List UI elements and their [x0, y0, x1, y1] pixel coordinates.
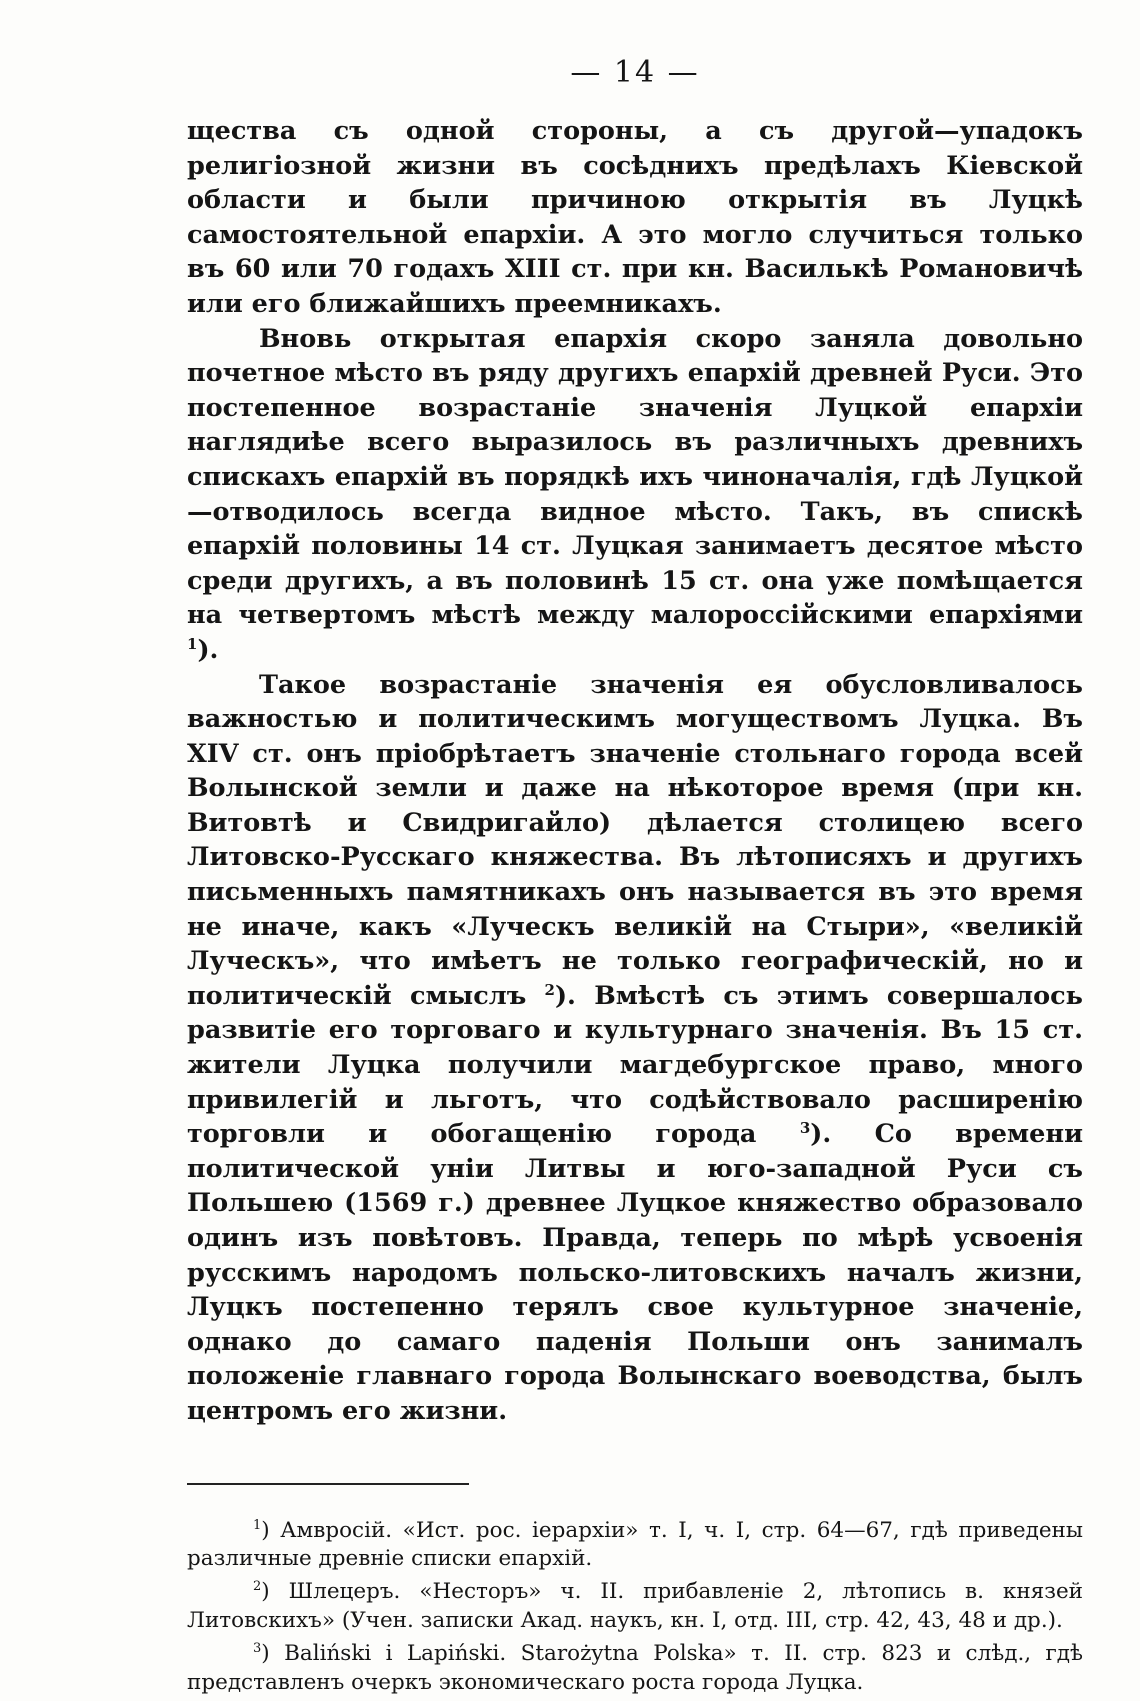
footnote-3	[187, 1640, 1083, 1698]
footnotes	[187, 1517, 1083, 1698]
footnote-mark-2: 2	[253, 1579, 262, 1595]
footnote-mark-3: 3	[253, 1640, 262, 1656]
footnote-divider	[187, 1483, 469, 1485]
footnote-2	[187, 1578, 1083, 1636]
paragraph-3-text-c: ). Со времени политической уніи Литвы и юго-западной Руси съ Польшею (1569 г.) древнее Луцкое княжество образовало одинъ изъ повѣтовъ. Правда, теперь по мѣрѣ усвоенія русскимъ народомъ польско-литовскихъ началъ жизни, Луцкъ постепенно терялъ свое культурное значеніе, однако до самаго паденія Польши онъ занималъ положеніе главнаго города Волынскаго воеводства, былъ центромъ его жизни.	[187, 1119, 1083, 1426]
footnote-ref-1: 1	[187, 634, 198, 653]
paragraph-3-text-a: Такое возрастаніе значенія ея обусловливалось важностью и политическимъ могуществомъ Луцка. Въ XIV ст. онъ пріобрѣтаетъ значеніе стольнаго города всей Волынской земли и даже на нѣкоторое время (при кн. Витовтѣ и Свидригайло) дѣлается столицею всего Литовско-Русскаго княжества. Въ лѣтописяхъ и другихъ письменныхъ памятникахъ онъ называется въ это время не иначе, какъ «Луческъ великій на Стыри», «великій Луческъ», что имѣетъ не только географическій, но и политическій смыслъ	[187, 669, 1083, 1011]
footnote-2-text: ) Шлецеръ. «Несторъ» ч. II. прибавленіе 2, лѣтопись в. князей Литовскихъ» (Учен. записки Акад. наукъ, кн. I, отд. III, стр. 42, 43, 48 и др.).	[187, 1579, 1083, 1633]
paragraph-3-text-b: ). Вмѣстѣ съ этимъ совершалось развитіе его торговаго и культурнаго значенія. Въ 15 ст. жители Луцка получили магдебургское право, много привилегій и льготъ, что содѣйствовало расширенію торговли и обогащенію города	[187, 980, 1083, 1150]
footnote-1-text: ) Амвросій. «Ист. рос. іерархіи» т. I, ч. I, стр. 64—67, гдѣ приведены различные древніе списки епархій.	[187, 1517, 1083, 1572]
footnote-3-text: ) Baliński i Lapiński. Starożytna Polska» т. II. стр. 823 и слѣд., гдѣ представленъ очеркъ экономическаго роста города Луцка.	[187, 1640, 1083, 1695]
book-page	[187, 55, 1083, 1701]
footnote-mark-1: 1	[253, 1517, 262, 1533]
footnote-ref-2: 2	[544, 980, 555, 999]
footnote-ref-3: 3	[799, 1119, 811, 1138]
paragraph-2	[187, 322, 1083, 668]
paragraph-2-tail: ).	[197, 634, 219, 665]
main-text	[187, 114, 1083, 1429]
paragraph-3	[187, 668, 1083, 1429]
page-number: — 14 —	[570, 55, 700, 90]
paragraph-2-text: Вновь открытая епархія скоро заняла довольно почетное мѣсто въ ряду другихъ епархій древней Руси. Это постепенное возрастаніе значенія Луцкой епархіи наглядиѣе всего выразилось въ различныхъ древнихъ спискахъ епархій въ порядкѣ ихъ чиноначалія, гдѣ Луцкой—отводилось всегда видное мѣсто. Такъ, въ спискѣ епархій половины 14 ст. Луцкая занимаетъ десятое мѣсто среди другихъ, а въ половинѣ 15 ст. она уже помѣщается на четвертомъ мѣстѣ между малороссійскими епархіями	[187, 323, 1083, 631]
paragraph-1-text: щества съ одной стороны, а съ другой—упадокъ религіозной жизни въ сосѣднихъ предѣлахъ Кіевской области и были причиною открытія въ Луцкѣ самостоятельной епархіи. А это могло случиться только въ 60 или 70 годахъ XIII ст. при кн. Василькѣ Романовичѣ или его ближайшихъ преемникахъ.	[187, 116, 1083, 319]
paragraph-1	[187, 114, 1083, 322]
footnote-1	[187, 1517, 1083, 1575]
